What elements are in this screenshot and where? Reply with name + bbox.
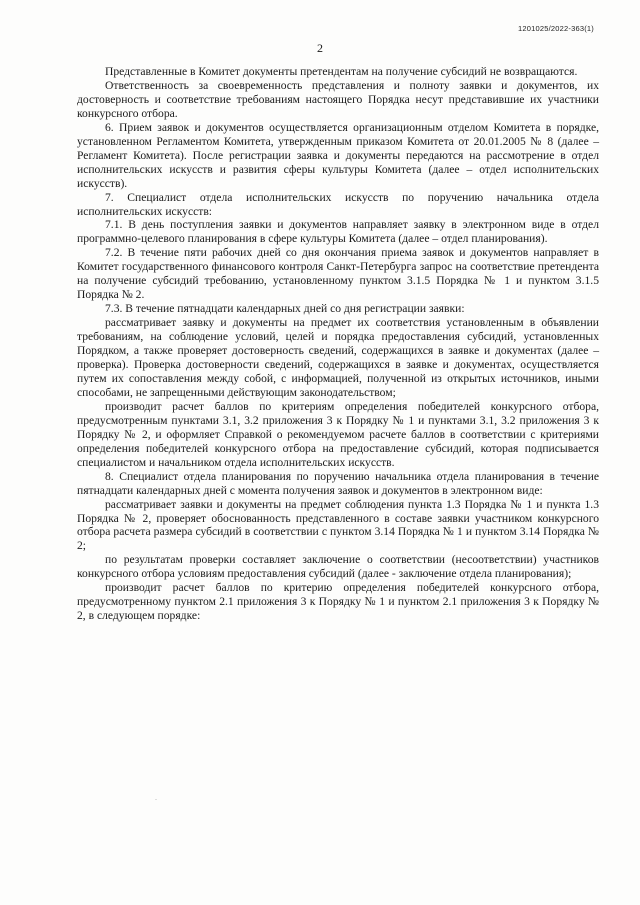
paragraph: по результатам проверки составляет заключение о соответствии (несоответствии) участников конкурсного отбора условиям предоставления субсидий (далее - заключение отдела планирования); (77, 553, 599, 581)
page-number: 2 (317, 41, 323, 55)
paragraph: 7.1. В день поступления заявки и документов направляет заявку в электронном виде в отдел программно-целевого планирования в сфере культуры Комитета (далее – отдел планирования). (77, 218, 599, 246)
paragraph: рассматривает заявку и документы на предмет их соответствия установленным в объявлении требованиям, на соблюдение условий, целей и порядка предоставления субсидий, установленных Порядком, а также проверяет достоверность сведений, содержащихся в заявке и документах (далее – проверка). Проверка достоверности сведений, содержащихся в заявке и документах, осуществляется путем их сопоставления между собой, с информацией, полученной из открытых источников, иными способами, не запрещенными действующим законодательством; (77, 316, 599, 399)
paragraph: 7. Специалист отдела исполнительских искусств по поручению начальника отдела исполнительских искусств: (77, 190, 599, 218)
paragraph: производит расчет баллов по критерию определения победителей конкурсного отбора, предусмотренному пунктом 2.1 приложения 3 к Порядку № 1 и пунктом 2.1 приложения 3 к Порядку № 2, в следующем порядке: (77, 581, 599, 623)
paragraph: производит расчет баллов по критериям определения победителей конкурсного отбора, предусмотренным пунктами 3.1, 3.2 приложения 3 к Порядку № 1 и пунктами 3.1, 3.2 приложения 3 к Порядку № 2, и оформляет Справкой о рекомендуемом расчете баллов в соответствии с критериями определения победителей конкурсного отбора на предоставление субсидий, которая подписывается специалистом и начальником отдела исполнительских искусств. (77, 399, 599, 469)
paragraph: 7.2. В течение пяти рабочих дней со дня окончания приема заявок и документов направляет в Комитет государственного финансового контроля Санкт-Петербурга запрос на соответствие претендента на получение субсидий требованию, установленному пунктом 3.1.5 Порядка № 1 и пунктом 3.1.5 Порядка № 2. (77, 246, 599, 302)
paragraph: 6. Прием заявок и документов осуществляется организационным отделом Комитета в порядке, установленном Регламентом Комитета, утвержденным приказом Комитета от 20.01.2005 № 8 (далее – Регламент Комитета). После регистрации заявка и документы передаются на рассмотрение в отдел исполнительских искусств и развития сферы культуры Комитета (далее – отдел исполнительских искусств). (77, 120, 599, 190)
paragraph: Представленные в Комитет документы претендентам на получение субсидий не возвращаются. (105, 65, 578, 78)
paragraph: 7.3. В течение пятнадцати календарных дней со дня регистрации заявки: (105, 302, 465, 316)
document-body (77, 65, 599, 623)
paragraph: 8. Специалист отдела планирования по поручению начальника отдела планирования в течение пятнадцати календарных дней с момента получения заявок и документов в электронном виде: (77, 469, 599, 497)
document-id: 1201025/2022-363(1) (518, 24, 594, 33)
paragraph: рассматривает заявки и документы на предмет соблюдения пункта 1.3 Порядка № 1 и пункта 1.3 Порядка № 2, проверяет обоснованность представленного в составе заявки участником конкурсного отбора расчета размера субсидий в соответствии с пунктом 3.14 Порядка № 1 и пунктом 3.14 Порядка № 2; (77, 497, 599, 553)
paragraph: Ответственность за своевременность представления и полноту заявки и документов, их достоверность и соответствие требованиям настоящего Порядка несут представившие их участники конкурсного отбора. (77, 78, 599, 120)
